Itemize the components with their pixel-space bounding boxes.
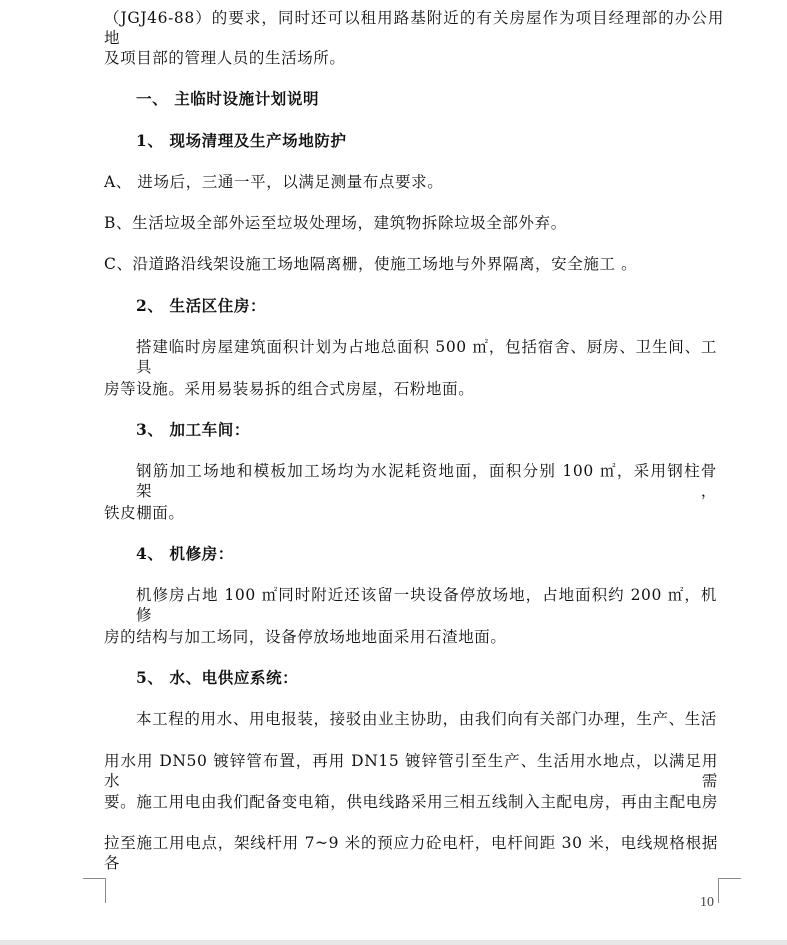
list-item: B、生活垃圾全部外运至垃圾处理场，建筑物拆除垃圾全部外弃。 — [104, 214, 567, 232]
body-text-line: 用水用 DN50 镀锌管布置，再用 DN15 镀锌管引至生产、生活用水地点，以满足用水需 — [104, 752, 718, 790]
section-heading: 一、 主临时设施计划说明 — [136, 89, 320, 108]
subsection-heading: 5、 水、电供应系统： — [136, 668, 299, 687]
body-text-line: 机修房占地 100 ㎡同时附近还该留一块设备停放场地，占地面积约 200 ㎡，机修 — [136, 586, 717, 624]
body-text-line: （JGJ46-88）的要求，同时还可以租用路基附近的有关房屋作为项目经理部的办公用地 — [104, 9, 724, 47]
margin-corner-mark-left — [83, 878, 106, 903]
body-text-line: 及项目部的管理人员的生活场所。 — [104, 49, 346, 67]
body-text-line: 房等设施。采用易装易拆的组合式房屋，石粉地面。 — [104, 380, 475, 398]
page-bottom-edge — [0, 940, 787, 945]
body-text-line: 拉至施工用电点，架线杆用 7~9 米的预应力砼电杆，电杆间距 30 米，电线规格根据各 — [104, 834, 718, 872]
body-text-line: 铁皮棚面。 — [104, 504, 185, 522]
subsection-heading: 4、 机修房： — [136, 544, 234, 563]
list-item: A、 进场后，三通一平，以满足测量布点要求。 — [104, 173, 444, 191]
subsection-heading: 1、 现场清理及生产场地防护 — [136, 131, 347, 150]
body-text-line: 钢筋加工场地和模板加工场均为水泥耗资地面，面积分别 100 ㎡，采用钢柱骨架， — [136, 462, 717, 500]
subsection-heading: 2、 生活区住房： — [136, 296, 267, 315]
body-text-line: 要。施工用电由我们配备变电箱，供电线路采用三相五线制入主配电房，再由主配电房 — [104, 793, 718, 811]
list-item: C、沿道路沿线架设施工场地隔离栅，使施工场地与外界隔离，安全施工 。 — [104, 255, 638, 273]
subsection-heading: 3、 加工车间： — [136, 420, 250, 439]
margin-corner-mark-right — [718, 878, 741, 903]
body-text-line: 搭建临时房屋建筑面积计划为占地总面积 500 ㎡，包括宿舍、厨房、卫生间、工具 — [136, 338, 717, 376]
page-number: 10 — [700, 895, 714, 910]
body-text-line: 房的结构与加工场同，设备停放场地地面采用石渣地面。 — [104, 628, 507, 646]
body-text-line: 本工程的用水、用电报装，接驳由业主协助，由我们向有关部门办理，生产、生活 — [136, 710, 717, 728]
